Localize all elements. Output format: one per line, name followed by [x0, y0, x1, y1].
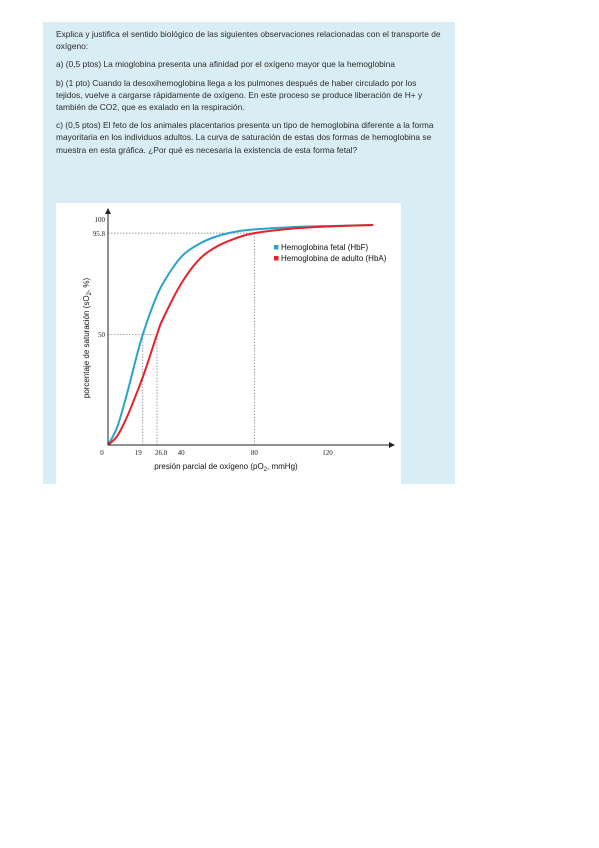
x-axis-title: presión parcial de oxígeno ($pO_2$, mmHg) — [154, 462, 298, 473]
legend-label-fetal: Hemoglobina fetal (HbF) — [281, 243, 369, 252]
y-axis-title: porcentaje de saturación ($sO_2$, %) — [82, 277, 93, 399]
x-tick-label: 19 — [134, 449, 142, 457]
x-tick-label: 40 — [177, 449, 185, 457]
question-b: b) (1 pto) Cuando la desoxihemoglobina llega a los pulmones después de haber circulado por los tejidos, vuelve a cargarse rápidamente de oxígeno. En este proceso se produce liberación de H+ y también de CO2, que es exalado en la respiración. — [56, 77, 423, 113]
question-intro: Explica y justifica el sentido biológico de las siguientes observaciones relacionadas con el transporte de oxígeno: — [56, 29, 441, 52]
x-tick-label: 80 — [250, 449, 258, 457]
reference-lines — [108, 233, 254, 445]
question-c: c) (0,5 ptos) El feto de los animales placentarios presenta un tipo de hemoglobina diferente a la forma mayoritaria en los individuos adultos. La curva de saturación de estas dos formas de hemoglobina se muestra en esta gráfica. ¿Por qué es necesaria la existencia de esta forma fetal? — [56, 120, 434, 155]
y-tick-label: 50 — [98, 330, 105, 339]
y-tick-label: 100 — [94, 215, 105, 224]
y-ticks — [93, 216, 106, 339]
saturation-chart — [56, 203, 401, 484]
x-tick-label: 26.8 — [155, 449, 168, 457]
chart-legend — [274, 243, 387, 263]
x-tick-label: 0 — [100, 449, 104, 457]
legend-swatch-adult — [274, 256, 279, 261]
legend-swatch-fetal — [274, 245, 279, 250]
x-tick-label: 120 — [322, 449, 333, 457]
x-ticks — [100, 449, 333, 457]
saturation-chart-figure — [56, 203, 401, 484]
legend-label-adult: Hemoglobina de adulto (HbA) — [281, 254, 387, 263]
question-a: a) (0,5 ptos) La mioglobina presenta una afinidad por el oxígeno mayor que la hemoglobina — [56, 59, 395, 70]
y-tick-label: 95.8 — [92, 230, 105, 239]
question-card — [43, 22, 455, 484]
